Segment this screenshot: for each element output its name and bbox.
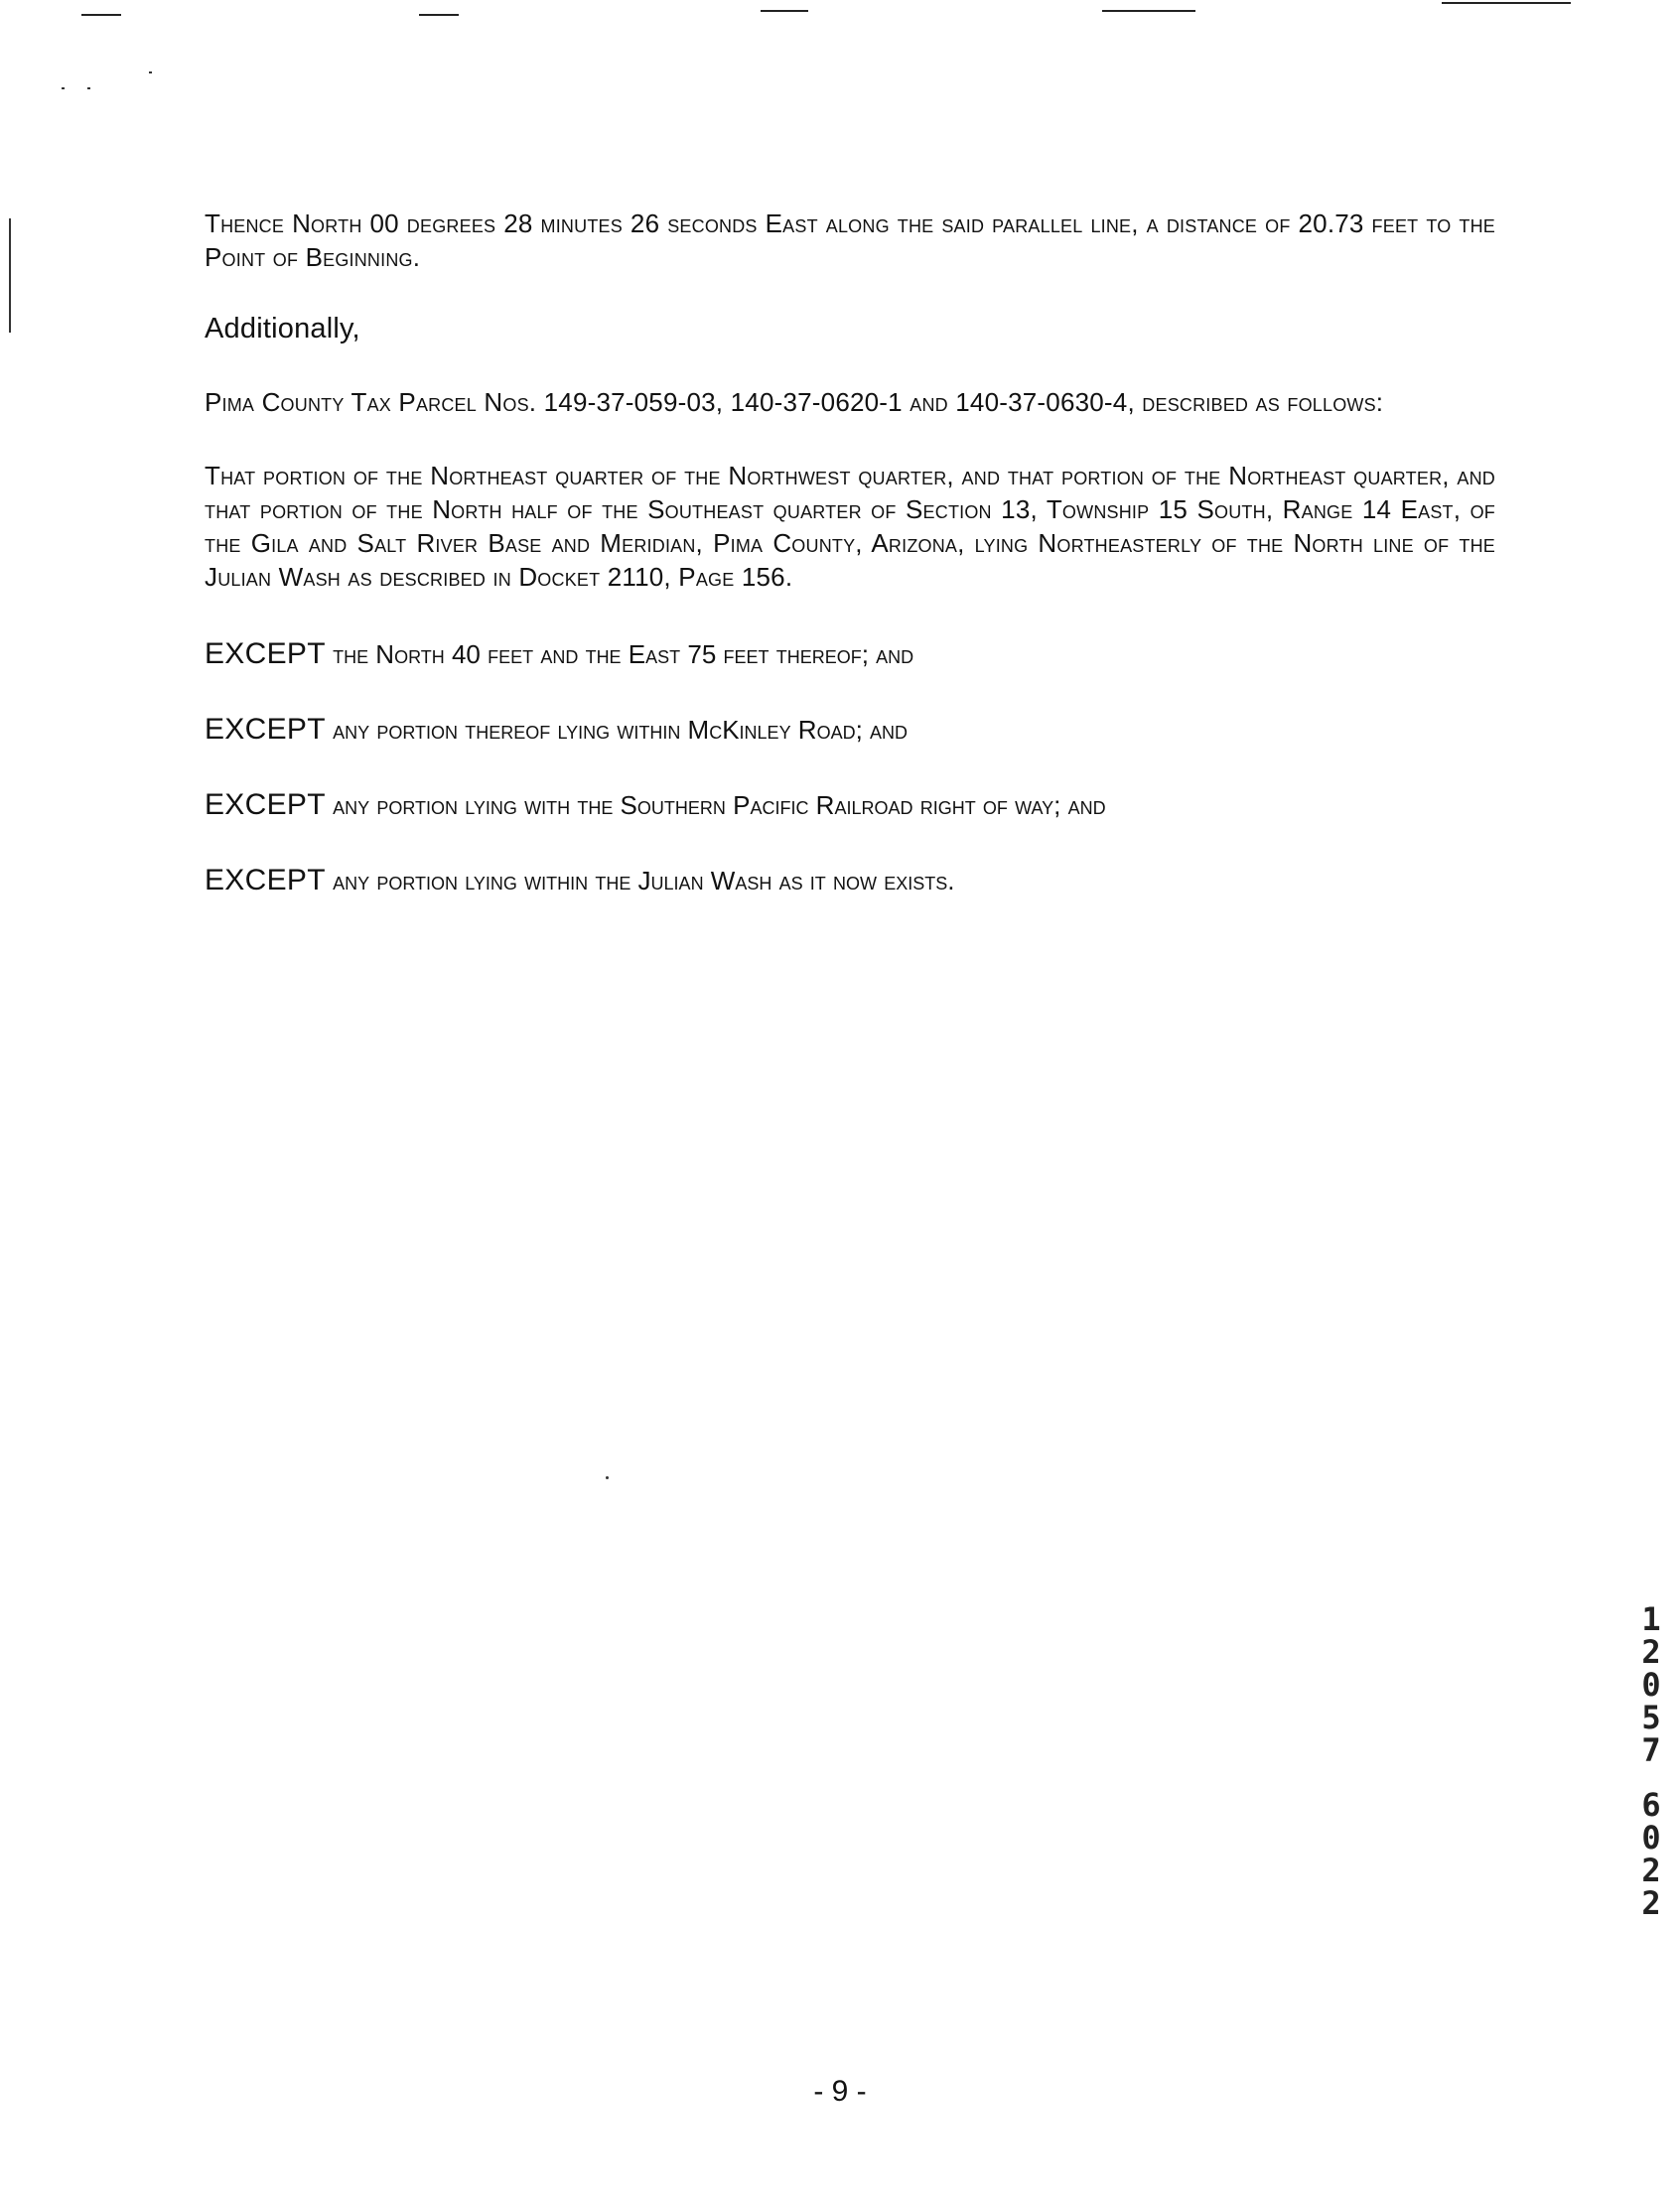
recording-digit: 2 — [1641, 1852, 1661, 1889]
exception-clause — [205, 713, 1495, 747]
paragraph-legal-description: That portion of the Northeast quarter of the Northwest quarter, and that portion of the Northeast quarter, and that portion of the North half of the Southeast quarter of Section 13, Township 15 South, Range 14 East, of the Gila and Salt River Base and Meridian, Pima County, Arizona, lying Northeasterly of the North line of the Julian Wash as described in Docket 2110, Page 156. — [205, 461, 1495, 592]
paragraph-parcel-numbers: Pima County Tax Parcel Nos. 149-37-059-03, 140-37-0620-1 and 140-37-0630-4, described as follows: — [205, 387, 1384, 417]
page-number: - 9 - — [813, 2075, 867, 2108]
exception-clause — [205, 637, 1495, 671]
exception-clause — [205, 864, 1495, 897]
exception-text: any portion thereof lying within McKinley Road; and — [333, 715, 909, 745]
recording-digit: 1 — [1641, 1600, 1661, 1638]
exception-text: the North 40 feet and the East 75 feet thereof; and — [333, 639, 914, 669]
exception-keyword: EXCEPT — [205, 637, 326, 670]
exception-keyword: EXCEPT — [205, 864, 326, 896]
exception-keyword: EXCEPT — [205, 788, 326, 821]
exception-text: any portion lying with the Southern Pacific Railroad right of way; and — [333, 790, 1106, 820]
recording-digit: 7 — [1641, 1731, 1661, 1769]
scan-mark — [419, 14, 459, 16]
scan-mark — [761, 10, 808, 12]
recording-digit: 0 — [1641, 1666, 1661, 1704]
exception-keyword: EXCEPT — [205, 713, 326, 746]
exception-text: any portion lying within the Julian Wash as it now exists. — [333, 866, 955, 895]
document-body — [205, 206, 1495, 897]
paragraph-additionally: Additionally, — [205, 313, 360, 344]
exception-clause — [205, 788, 1495, 822]
recording-digit: 2 — [1641, 1884, 1661, 1922]
recording-number-stamp — [1638, 1600, 1664, 1922]
recording-digit: 5 — [1641, 1699, 1661, 1736]
scan-mark — [87, 87, 90, 89]
recording-digit: 0 — [1641, 1819, 1661, 1857]
scan-mark — [62, 87, 65, 89]
paragraph-thence: Thence North 00 degrees 28 minutes 26 seconds East along the said parallel line, a distance of 20.73 feet to the Point of Beginning. — [205, 208, 1495, 272]
scan-mark — [1442, 2, 1571, 4]
scan-mark — [149, 71, 152, 73]
scan-margin-line — [9, 218, 11, 333]
scan-mark — [81, 14, 121, 16]
scan-mark — [606, 1476, 609, 1479]
recording-digit: 2 — [1641, 1633, 1661, 1671]
scan-mark — [1102, 10, 1195, 12]
recording-digit: 6 — [1641, 1786, 1661, 1824]
